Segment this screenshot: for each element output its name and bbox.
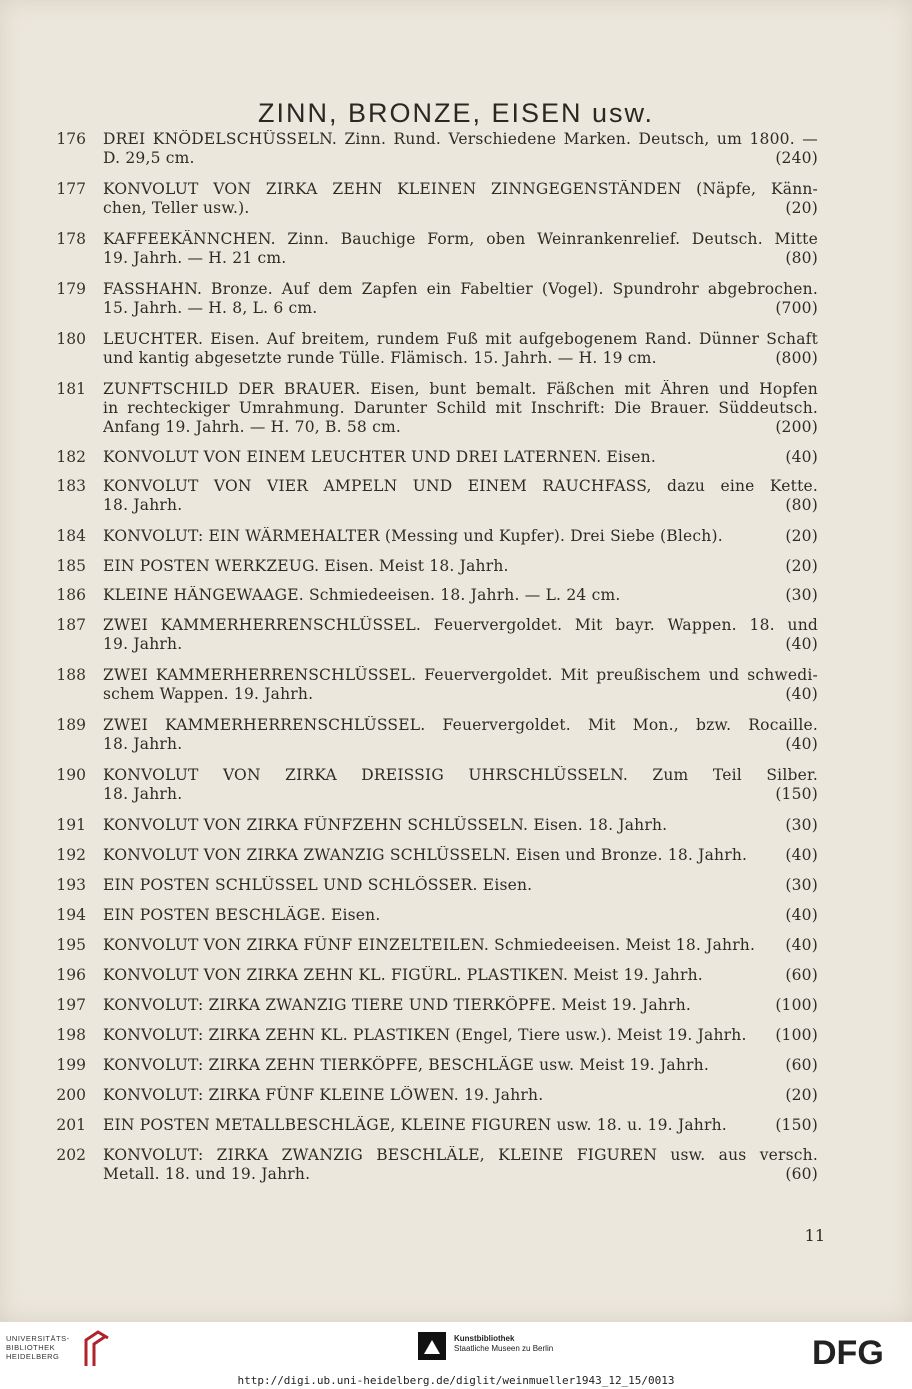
lot-estimate-price: (200): [775, 418, 818, 436]
lot-description-last-line: [103, 785, 818, 804]
lot-description-text: KONVOLUT: ZIRKA ZWANZIG TIERE UND TIERKÖPFE. Meist 19. Jahrh.: [103, 996, 692, 1014]
lot-description: [103, 1146, 818, 1184]
lot-description-last-line: [103, 1056, 818, 1075]
lot-description-text: 19. Jahrh. — H. 21 cm.: [103, 249, 287, 267]
lot-description-text: Anfang 19. Jahrh. — H. 70, B. 58 cm.: [103, 418, 402, 436]
lot-description-line: KONVOLUT VON ZIRKA DREISSIG UHRSCHLÜSSELN. Zum Teil Silber.: [103, 766, 818, 784]
heidelberg-logo-icon: [82, 1330, 112, 1368]
lot-description-text: 15. Jahrh. — H. 8, L. 6 cm.: [103, 299, 318, 317]
lot-description-last-line: [103, 586, 818, 605]
lot-number: 194: [56, 906, 86, 924]
lot-description-text: KONVOLUT VON ZIRKA ZWANZIG SCHLÜSSELN. Eisen und Bronze. 18. Jahrh.: [103, 846, 748, 864]
lot-description-line: FASSHAHN. Bronze. Auf dem Zapfen ein Fabeltier (Vogel). Spundrohr abgebrochen.: [103, 280, 818, 298]
lot-description-text: 18. Jahrh.: [103, 496, 183, 514]
lot-description-last-line: [103, 496, 818, 515]
lot-number: 177: [56, 180, 86, 198]
lot-number: 198: [56, 1026, 86, 1044]
lot-description-text: 19. Jahrh.: [103, 635, 183, 653]
lot-description-text: 18. Jahrh.: [103, 785, 183, 803]
lot-description-line: KAFFEEKÄNNCHEN. Zinn. Bauchige Form, oben Weinrankenrelief. Deutsch. Mitte: [103, 230, 818, 248]
lot-estimate-price: (40): [785, 635, 818, 653]
lot-description: [103, 616, 818, 654]
lot-number: 196: [56, 966, 86, 984]
lot-description-line: KONVOLUT VON ZIRKA ZEHN KLEINEN ZINNGEGENSTÄNDEN (Näpfe, Känn-: [103, 180, 818, 198]
lot-estimate-price: (80): [785, 496, 818, 514]
lot-description-line: ZWEI KAMMERHERRENSCHLÜSSEL. Feuervergoldet. Mit preußischem und schwedi-: [103, 666, 818, 684]
lot-entry: [0, 330, 912, 374]
heidelberg-library-label[interactable]: UNIVERSITÄTS- BIBLIOTHEK HEIDELBERG: [6, 1334, 70, 1361]
lot-estimate-price: (40): [785, 735, 818, 753]
lot-estimate-price: (30): [785, 876, 818, 894]
lot-number: 202: [56, 1146, 86, 1164]
lot-entry: [0, 280, 912, 324]
page-title: ZINN, BRONZE, EISEN usw.: [257, 98, 655, 128]
lot-number: 200: [56, 1086, 86, 1104]
lot-description-line: ZWEI KAMMERHERRENSCHLÜSSEL. Feuervergoldet. Mit Mon., bzw. Rocaille.: [103, 716, 818, 734]
lot-estimate-price: (20): [785, 527, 818, 545]
lot-description-text: EIN POSTEN BESCHLÄGE. Eisen.: [103, 906, 381, 924]
lot-number: 193: [56, 876, 86, 894]
lot-description: [103, 966, 818, 985]
lot-number: 180: [56, 330, 86, 348]
lot-description-line: ZWEI KAMMERHERRENSCHLÜSSEL. Feuervergoldet. Mit bayr. Wappen. 18. und: [103, 616, 818, 634]
lot-estimate-price: (700): [775, 299, 818, 317]
lot-number: 183: [56, 477, 86, 495]
lot-estimate-price: (100): [775, 996, 818, 1014]
lot-estimate-price: (20): [785, 199, 818, 217]
lot-description: [103, 527, 818, 546]
lot-number: 176: [56, 130, 86, 148]
lot-description: [103, 766, 818, 804]
lot-number: 190: [56, 766, 86, 784]
lot-entry: [0, 180, 912, 224]
lot-estimate-price: (150): [775, 1116, 818, 1134]
lot-description: [103, 1056, 818, 1075]
lot-estimate-price: (40): [785, 936, 818, 954]
lot-description-text: KONVOLUT: ZIRKA ZEHN TIERKÖPFE, BESCHLÄGE usw. Meist 19. Jahrh.: [103, 1056, 709, 1074]
lot-description-text: KONVOLUT VON EINEM LEUCHTER UND DREI LATERNEN. Eisen.: [103, 448, 656, 466]
lot-description-last-line: [103, 735, 818, 754]
lot-number: 192: [56, 846, 86, 864]
lot-description: [103, 996, 818, 1015]
lot-number: 181: [56, 380, 86, 398]
lot-description-text: KONVOLUT VON ZIRKA FÜNF EINZELTEILEN. Schmiedeeisen. Meist 18. Jahrh.: [103, 936, 756, 954]
kunstbibliothek-logo-icon: [418, 1332, 446, 1360]
lot-description: [103, 180, 818, 218]
lot-description-text: EIN POSTEN SCHLÜSSEL UND SCHLÖSSER. Eisen.: [103, 876, 533, 894]
lot-description: [103, 846, 818, 865]
lot-number: 179: [56, 280, 86, 298]
lot-entry: [0, 477, 912, 521]
lot-description: [103, 557, 818, 576]
lot-description-last-line: [103, 936, 818, 955]
lot-number: 187: [56, 616, 86, 634]
lot-description-line: ZUNFTSCHILD DER BRAUER. Eisen, bunt bemalt. Fäßchen mit Ähren und Hopfen: [103, 380, 818, 398]
lot-description-text: KONVOLUT VON ZIRKA FÜNFZEHN SCHLÜSSELN. Eisen. 18. Jahrh.: [103, 816, 668, 834]
lot-description-text: KLEINE HÄNGEWAAGE. Schmiedeeisen. 18. Jahrh. — L. 24 cm.: [103, 586, 621, 604]
footer: [0, 1322, 912, 1389]
lot-description-last-line: [103, 1116, 818, 1135]
page-number: 11: [804, 1226, 825, 1245]
lot-description-last-line: [103, 846, 818, 865]
lot-description-last-line: [103, 635, 818, 654]
lot-description-last-line: [103, 1026, 818, 1045]
lot-number: 188: [56, 666, 86, 684]
lot-number: 197: [56, 996, 86, 1014]
lot-description: [103, 230, 818, 268]
lot-estimate-price: (40): [785, 685, 818, 703]
lot-description-text: D. 29,5 cm.: [103, 149, 195, 167]
lot-estimate-price: (40): [785, 906, 818, 924]
lot-estimate-price: (80): [785, 249, 818, 267]
lot-number: 182: [56, 448, 86, 466]
lot-description-last-line: [103, 906, 818, 925]
lot-description-last-line: [103, 996, 818, 1015]
lot-number: 199: [56, 1056, 86, 1074]
lot-description-text: 18. Jahrh.: [103, 735, 183, 753]
lot-number: 186: [56, 586, 86, 604]
lot-entry: [0, 130, 912, 174]
lot-description: [103, 876, 818, 895]
lot-description-line: LEUCHTER. Eisen. Auf breitem, rundem Fuß mit aufgebogenem Rand. Dünner Schaft: [103, 330, 818, 348]
lot-description-last-line: [103, 685, 818, 704]
lot-estimate-price: (800): [775, 349, 818, 367]
lot-description-last-line: [103, 816, 818, 835]
lot-description: [103, 936, 818, 955]
lot-estimate-price: (100): [775, 1026, 818, 1044]
lot-description: [103, 130, 818, 168]
lot-description-last-line: [103, 557, 818, 576]
lot-entry: [0, 380, 912, 436]
lot-number: 185: [56, 557, 86, 575]
lot-description: [103, 1116, 818, 1135]
lot-estimate-price: (60): [785, 1165, 818, 1183]
lot-description: [103, 380, 818, 437]
lot-entry: [0, 230, 912, 274]
lot-description-last-line: [103, 876, 818, 895]
lot-description: [103, 1026, 818, 1045]
lot-description-last-line: [103, 199, 818, 218]
kunstbibliothek-label[interactable]: Kunstbibliothek Staatliche Museen zu Berlin: [454, 1334, 554, 1353]
lot-description-text: EIN POSTEN METALLBESCHLÄGE, KLEINE FIGUREN usw. 18. u. 19. Jahrh.: [103, 1116, 727, 1134]
lot-estimate-price: (60): [785, 1056, 818, 1074]
lot-description: [103, 666, 818, 704]
lot-description-last-line: [103, 527, 818, 546]
lot-description: [103, 816, 818, 835]
lot-description-last-line: [103, 1086, 818, 1105]
lot-estimate-price: (60): [785, 966, 818, 984]
lot-estimate-price: (20): [785, 1086, 818, 1104]
lot-entry: [0, 616, 912, 660]
lot-description: [103, 448, 818, 467]
lot-entry: [0, 666, 912, 710]
lot-description: [103, 477, 818, 515]
lot-description-last-line: [103, 448, 818, 467]
lot-number: 178: [56, 230, 86, 248]
lot-description-text: KONVOLUT: EIN WÄRMEHALTER (Messing und Kupfer). Drei Siebe (Blech).: [103, 527, 723, 545]
lot-description-last-line: [103, 1165, 818, 1184]
lot-description-text: EIN POSTEN WERKZEUG. Eisen. Meist 18. Jahrh.: [103, 557, 509, 575]
lot-description: [103, 586, 818, 605]
lot-entry: [0, 716, 912, 760]
lot-number: 201: [56, 1116, 86, 1134]
lot-description-last-line: [103, 349, 818, 368]
lot-entry: [0, 1146, 912, 1190]
lot-description-last-line: [103, 966, 818, 985]
lot-description-text: KONVOLUT VON ZIRKA ZEHN KL. FIGÜRL. PLASTIKEN. Meist 19. Jahrh.: [103, 966, 703, 984]
lot-description-last-line: [103, 418, 818, 437]
lot-number: 184: [56, 527, 86, 545]
lot-number: 195: [56, 936, 86, 954]
lot-description-text: KONVOLUT: ZIRKA ZEHN KL. PLASTIKEN (Engel, Tiere usw.). Meist 19. Jahrh.: [103, 1026, 747, 1044]
lot-description-last-line: [103, 149, 818, 168]
lot-description-text: KONVOLUT: ZIRKA FÜNF KLEINE LÖWEN. 19. Jahrh.: [103, 1086, 544, 1104]
lot-estimate-price: (30): [785, 586, 818, 604]
lot-description-line: KONVOLUT VON VIER AMPELN UND EINEM RAUCHFASS, dazu eine Kette.: [103, 477, 818, 495]
lot-description-text: Metall. 18. und 19. Jahrh.: [103, 1165, 311, 1183]
lot-estimate-price: (40): [785, 846, 818, 864]
lot-entry: [0, 766, 912, 810]
lot-estimate-price: (30): [785, 816, 818, 834]
lot-description-last-line: [103, 249, 818, 268]
lot-description: [103, 906, 818, 925]
lot-description: [103, 280, 818, 318]
lot-description-text: schem Wappen. 19. Jahrh.: [103, 685, 314, 703]
lot-description: [103, 716, 818, 754]
lot-number: 189: [56, 716, 86, 734]
lot-estimate-price: (240): [775, 149, 818, 167]
dfg-logo[interactable]: [812, 1334, 902, 1368]
lot-estimate-price: (150): [775, 785, 818, 803]
lot-description: [103, 1086, 818, 1105]
lot-description-text: und kantig abgesetzte runde Tülle. Flämisch. 15. Jahrh. — H. 19 cm.: [103, 349, 657, 367]
lot-description-line: DREI KNÖDELSCHÜSSELN. Zinn. Rund. Verschiedene Marken. Deutsch, um 1800. —: [103, 130, 818, 148]
dfg-logo-text: DFG: [812, 1334, 884, 1368]
lot-description: [103, 330, 818, 368]
source-url[interactable]: http://digi.ub.uni-heidelberg.de/diglit/weinmueller1943_12_15/0013: [237, 1374, 675, 1387]
lot-description-last-line: [103, 299, 818, 318]
lot-estimate-price: (20): [785, 557, 818, 575]
lot-description-line: KONVOLUT: ZIRKA ZWANZIG BESCHLÄLE, KLEINE FIGUREN usw. aus versch.: [103, 1146, 818, 1164]
lot-description-line: in rechteckiger Umrahmung. Darunter Schild mit Inschrift: Die Brauer. Süddeutsch.: [103, 399, 818, 417]
lot-estimate-price: (40): [785, 448, 818, 466]
lot-number: 191: [56, 816, 86, 834]
lot-description-text: chen, Teller usw.).: [103, 199, 250, 217]
